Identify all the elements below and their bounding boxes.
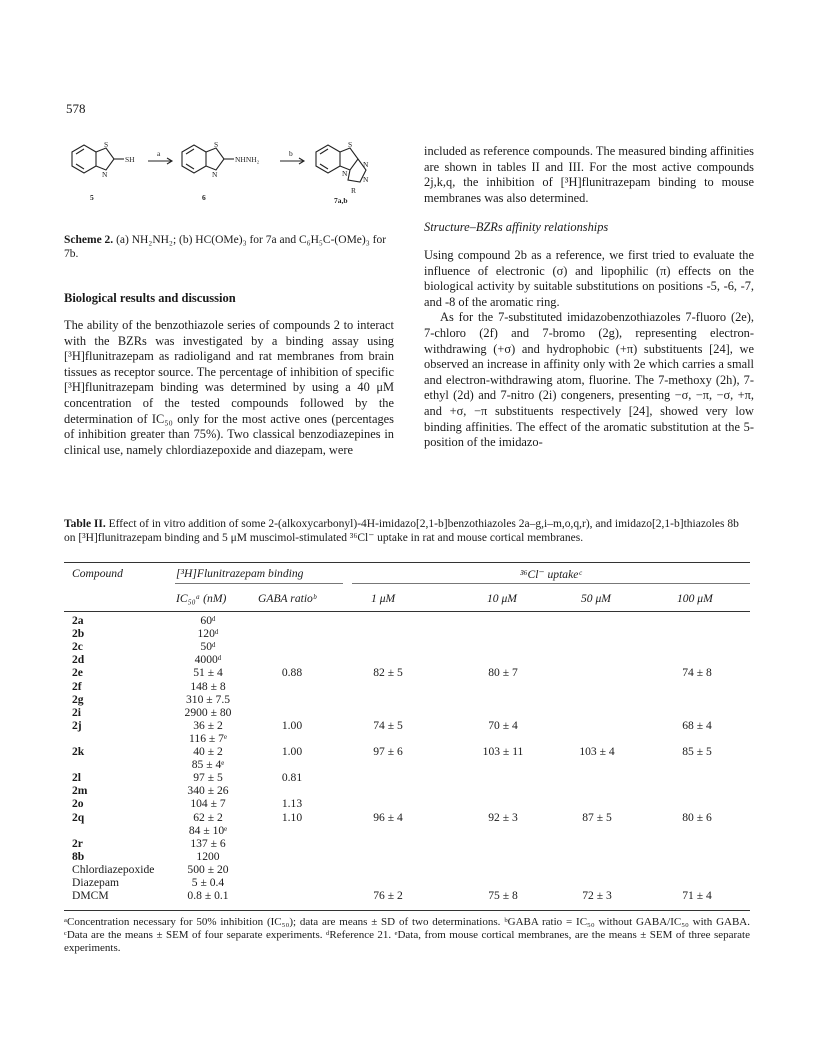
table-row-compound: 2g [72, 692, 84, 706]
table-cell-u10: 92 ± 3 [488, 810, 518, 824]
table-row-compound: 2i [72, 705, 82, 719]
table-row-compound: 2q [72, 810, 85, 824]
table-cell-ic: 62 ± 2 [193, 810, 223, 824]
binding-header-rule [175, 583, 343, 584]
table-cell-u10: 80 ± 7 [488, 666, 518, 680]
header-1um: 1 μM [371, 592, 396, 605]
compound-7-label: 7a,b [334, 196, 348, 205]
header-compound: Compound [72, 567, 123, 580]
table-cell-ic: 85 ± 4ᵉ [191, 758, 225, 772]
scheme-n-label-4: N [363, 160, 369, 169]
right-paragraph-3: As for the 7-substituted imidazobenzothiazoles 7-fluoro (2e), 7-chloro (2f) and 7-bromo (2g), representing electron-withdrawing (+σ) and hydrophobic (+π) substituents [24], we observed an increase in affinity only with 2e which carries a small and electron-withdrawing atom, fluorine. The 7-methoxy (2h), 7-ethyl (2d) and 7-nitro (2i) congeners, presenting −σ, −π, −σ, +π, and +σ, −π substituents respectively [24], showed very low binding affinities. The effect of the aromatic substitution at the 5-position of the imidazo- [424, 310, 754, 450]
subsection-heading: Structure–BZRs affinity relationships [424, 220, 609, 235]
table-cell-u100: 68 ± 4 [682, 718, 712, 732]
table-row-compound: 2r [72, 836, 83, 850]
table-cell-u1: 74 ± 5 [373, 718, 403, 732]
table-cell-u10: 103 ± 11 [482, 745, 524, 758]
table-cell-ic: 0.8 ± 0.1 [187, 889, 229, 903]
scheme-s-label-2: S [214, 140, 219, 149]
scheme-n-label-5: N [363, 175, 369, 184]
right-paragraph-2: Using compound 2b as a reference, we first tried to evaluate the influence of electronic (σ) and lipophilic (π) effects on the biological activity by suitable substitutions on positions -5, -6, -7, and -8 of the aromatic ring. [424, 247, 754, 309]
table-cell-u100: 74 ± 8 [682, 666, 712, 680]
table-cell-u1: 76 ± 2 [373, 889, 403, 903]
table-cell-ic: 51 ± 4 [193, 666, 223, 680]
table-cell-ic: 120ᵈ [197, 627, 219, 641]
compound-5-label: 5 [90, 193, 94, 202]
table-header-rule [64, 611, 750, 612]
scheme-arrow-a: a [157, 149, 161, 158]
table-cell-u50: 103 ± 4 [579, 745, 615, 758]
scheme-caption-label: Scheme 2. [64, 234, 114, 246]
table-cell-ic: 340 ± 26 [187, 784, 229, 798]
table-row-compound: 2o [72, 797, 84, 811]
table-cell-u10: 75 ± 8 [488, 889, 518, 903]
reaction-scheme [64, 140, 374, 230]
table-row-compound: DMCM [72, 889, 109, 903]
table-cell-ic: 40 ± 2 [193, 745, 223, 758]
table-cell-u100: 80 ± 6 [682, 810, 712, 824]
table-cell-g: 0.88 [281, 666, 303, 680]
table-cell-g: 1.13 [281, 797, 303, 811]
table-row-compound: 2c [72, 640, 83, 654]
table-row-compound: 2f [72, 679, 82, 693]
scheme-sh-label: SH [125, 155, 135, 164]
table-cell-ic: 4000ᵈ [194, 653, 222, 667]
table-cell-ic: 137 ± 6 [190, 836, 226, 850]
table-caption-text: Effect of in vitro addition of some 2-(alkoxycarbonyl)-4H-imidazo[2,1-b]benzothiazoles 2a–g,i–m,o,q,r), and imidazo[2,1-b]thiazoles 8b on [³H]flunitrazepam binding and 5 μM muscimol-stimulated ³⁶Cl⁻ uptake in rat and mouse cortical membranes. [64, 518, 739, 544]
table-row-compound: 2b [72, 627, 85, 641]
scheme-n-label-3: N [342, 169, 348, 178]
table-cell-ic: 116 ± 7ᵉ [189, 731, 227, 745]
table-row-compound: 2j [72, 718, 82, 732]
scheme-n-label-2: N [212, 170, 218, 179]
scheme-caption-text: (a) NH₂NH₂; (b) HC(OMe)₃ for 7a and C₆H₅C-(OMe)₃ for 7b. [64, 234, 387, 260]
scheme-s-label-3: S [348, 140, 353, 149]
header-binding: [³H]Flunitrazepam binding [176, 567, 304, 580]
table-cell-ic: 2900 ± 80 [184, 705, 232, 719]
scheme-arrow-b: b [289, 149, 293, 158]
table-row-compound: 2l [72, 771, 82, 785]
table-cell-ic: 60ᵈ [200, 614, 216, 627]
left-column-text: The ability of the benzothiazole series of compounds 2 to interact with the BZRs was investigated by a binding assay using [³H]flunitrazepam as radioligand and rat membranes from brain tissues as receptor source. The percentage of inhibition of specific [³H]flunitrazepam binding was determined by using a 40 μM concentration of the tested compounds followed by the determination of IC₅₀ only for the most active ones (percentages of inhibition greater than 75%). Two classical benzodiazepines in clinical use, namely chlordiazepoxide and diazepam, were [64, 318, 394, 457]
table-cell-ic: 36 ± 2 [193, 718, 223, 732]
table-caption [64, 517, 750, 545]
table-row-compound: Chlordiazepoxide [72, 862, 155, 876]
uptake-header-rule [352, 583, 750, 584]
table-cell-ic: 84 ± 10ᵉ [188, 823, 228, 837]
right-column [424, 144, 754, 451]
table-row-compound: 2a [72, 614, 84, 627]
scheme-s-label: S [104, 140, 109, 149]
scheme-r-label: R [351, 186, 357, 195]
table-cell-u50: 72 ± 3 [582, 889, 612, 903]
table-cell-g: 0.81 [281, 771, 303, 785]
header-10um: 10 μM [487, 592, 517, 605]
table-cell-u100: 85 ± 5 [682, 745, 712, 758]
table-cell-u1: 96 ± 4 [373, 810, 403, 824]
table-top-rule [64, 562, 750, 563]
header-50um: 50 μM [581, 592, 611, 605]
right-paragraph-1: included as reference compounds. The measured binding affinities are shown in tables II and III. For the most active compounds 2j,k,q, the inhibition of [³H]flunitrazepam binding to mouse membranes was also determined. [424, 144, 754, 205]
table-cell-ic: 50ᵈ [200, 640, 216, 654]
table-row-compound: 2e [72, 666, 83, 680]
table-cell-g: 1.00 [281, 718, 303, 732]
table-bottom-rule [64, 910, 750, 911]
table-row-compound: 2k [72, 745, 85, 758]
table-row-compound: 8b [72, 849, 85, 863]
table-cell-g: 1.00 [281, 745, 303, 758]
table-cell-ic: 500 ± 20 [187, 862, 229, 876]
table-row-compound: 2d [72, 653, 85, 667]
table-cell-g: 1.10 [281, 810, 303, 824]
header-gaba-ratio: GABA ratioᵇ [258, 592, 316, 605]
table-cell-u1: 97 ± 6 [373, 745, 403, 758]
section-heading: Biological results and discussion [64, 291, 236, 305]
header-100um: 100 μM [677, 592, 713, 605]
table-cell-u50: 87 ± 5 [582, 810, 612, 824]
table-row-compound: 2m [72, 784, 88, 798]
table-caption-label: Table II. [64, 518, 106, 530]
header-ic50: IC₅₀ᵃ (nM) [176, 592, 227, 605]
header-uptake: ³⁶Cl⁻ uptakeᶜ [520, 568, 582, 581]
table-cell-ic: 148 ± 8 [190, 679, 226, 693]
table-cell-u100: 71 ± 4 [682, 889, 712, 903]
table-cell-ic: 104 ± 7 [190, 797, 226, 811]
scheme-n-label: N [102, 170, 108, 179]
page-number: 578 [66, 101, 86, 116]
compound-6-label: 6 [202, 193, 206, 202]
scheme-caption [64, 233, 394, 261]
table-cell-u10: 70 ± 4 [488, 718, 518, 732]
table-cell-u1: 82 ± 5 [373, 666, 403, 680]
table-cell-ic: 97 ± 5 [193, 771, 223, 785]
table-footnote: ᵃConcentration necessary for 50% inhibition (IC₅₀); data are means ± SD of two determinations. ᵇGABA ratio = IC₅₀ without GABA/IC₅₀ with GABA. ᶜData are the means ± SEM of four separate experiments. ᵈReference 21. ᵉData, from mouse cortical membranes, are the means ± SEM of three separate experiments. [64, 916, 750, 954]
scheme-nhnh2-label: NHNH₂ [235, 155, 260, 164]
table-row-compound: Diazepam [72, 876, 119, 889]
table-cell-ic: 5 ± 0.4 [191, 876, 225, 889]
table-cell-ic: 310 ± 7.5 [185, 692, 231, 706]
table-cell-ic: 1200 [196, 849, 220, 863]
